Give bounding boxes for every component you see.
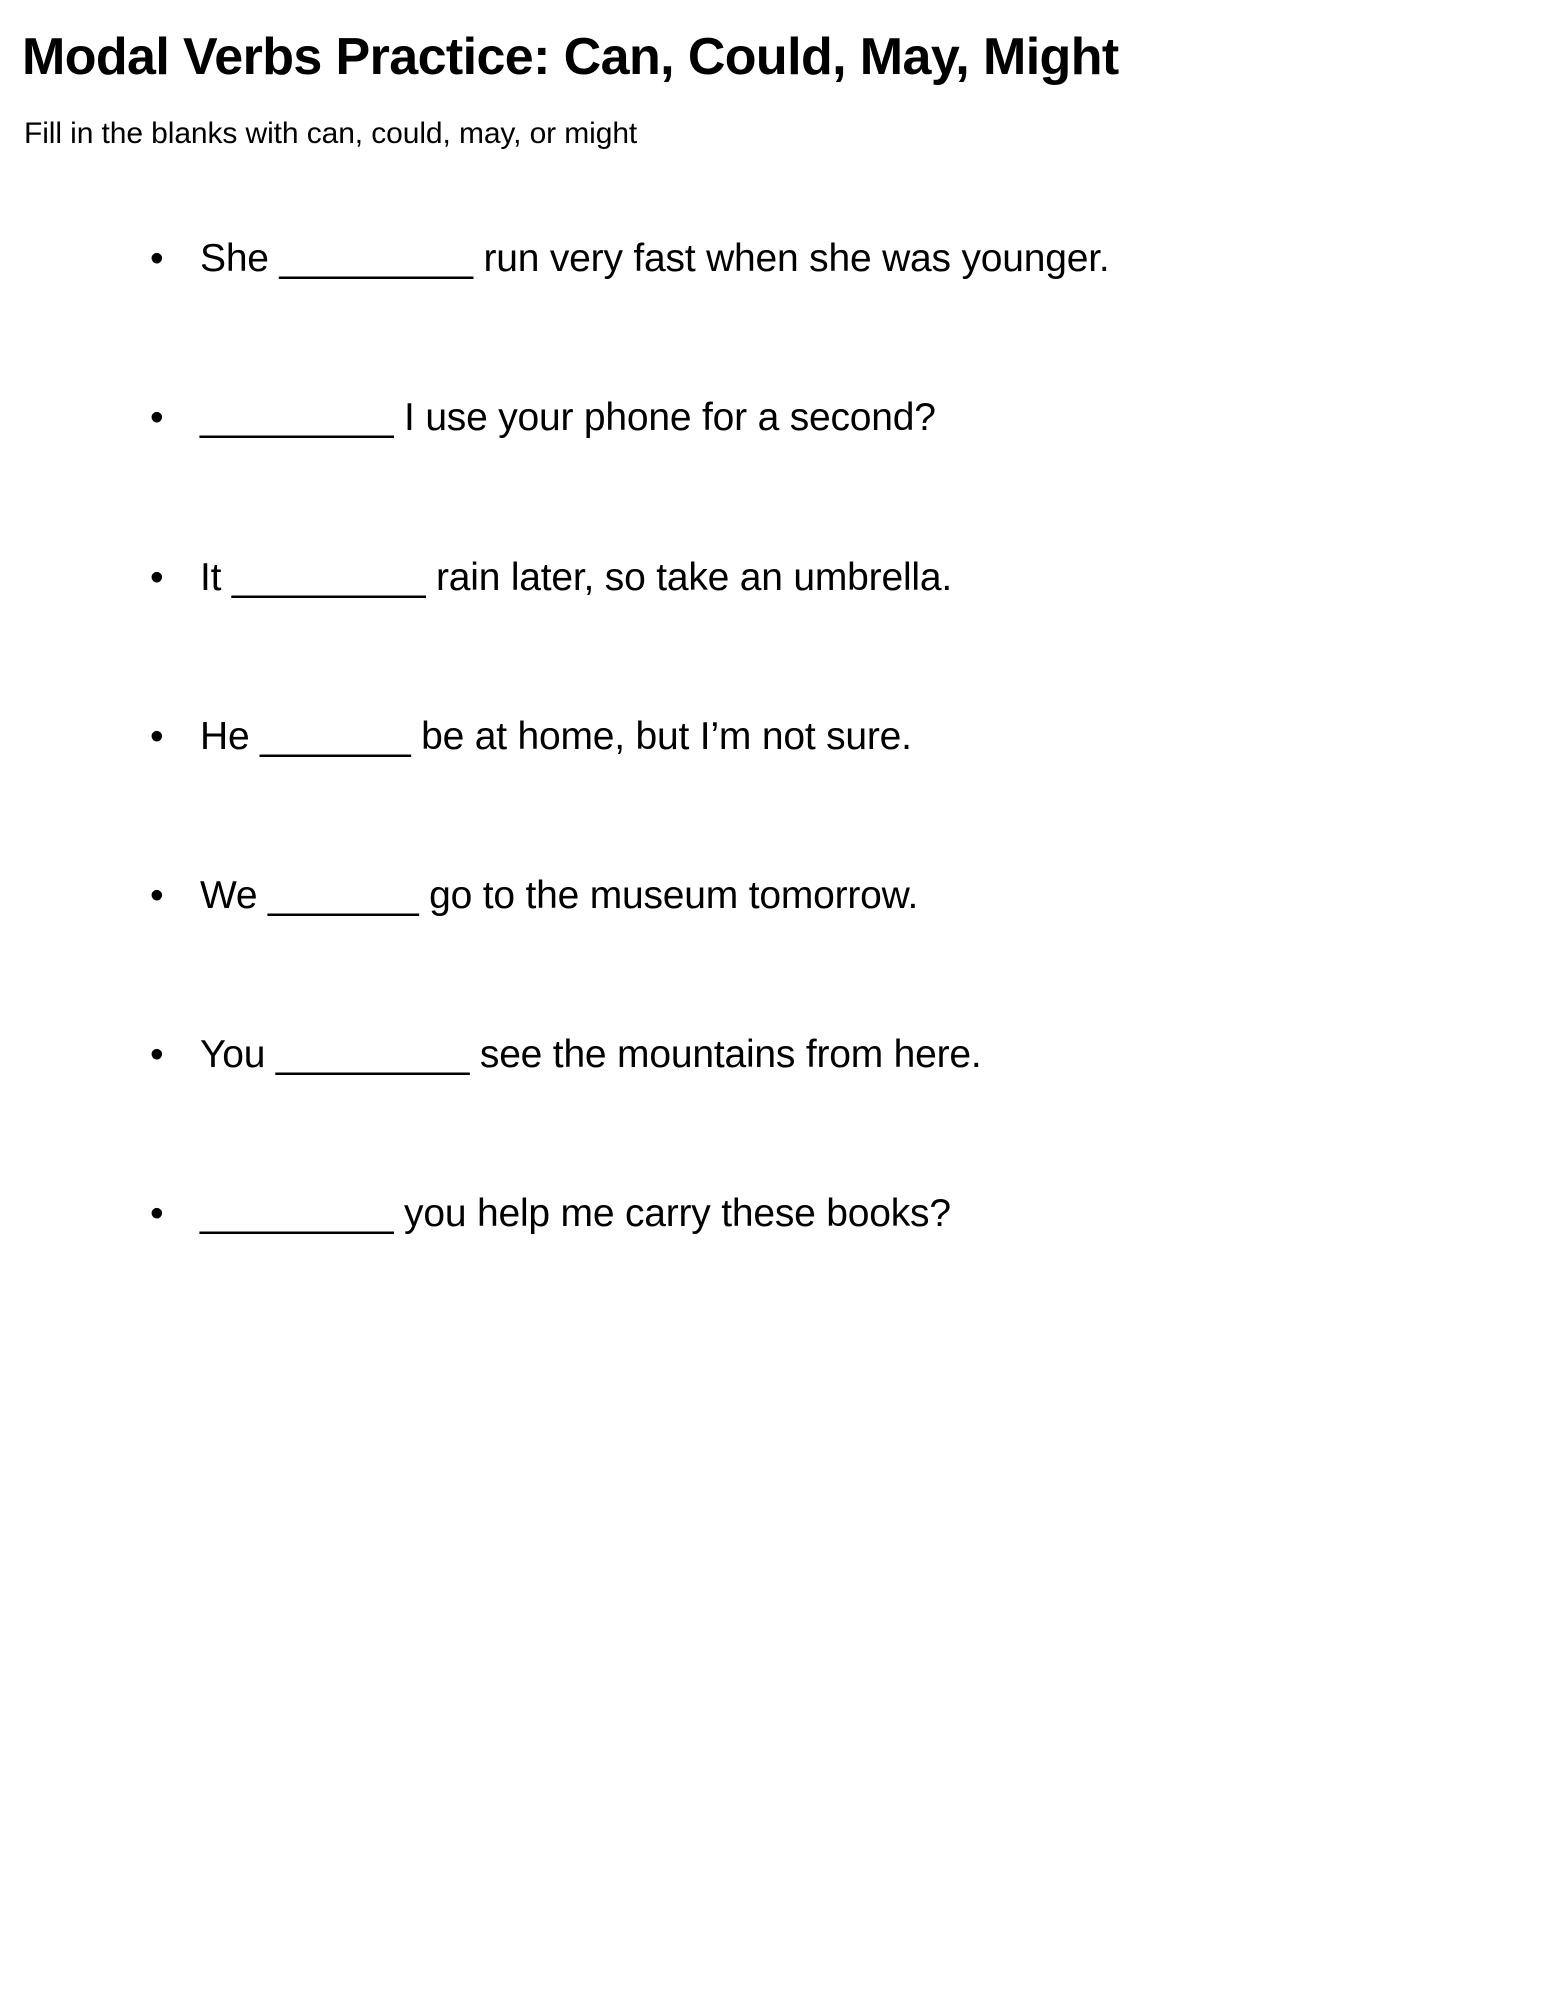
bullet-icon: • xyxy=(150,1033,164,1077)
question-text: We _______ go to the museum tomorrow. xyxy=(200,873,919,917)
question-text: He _______ be at home, but I’m not sure. xyxy=(200,714,912,758)
bullet-icon: • xyxy=(150,396,164,440)
list-item xyxy=(22,864,1501,927)
question-text: You _________ see the mountains from here. xyxy=(200,1033,982,1077)
list-item xyxy=(22,546,1501,609)
question-text: _________ I use your phone for a second? xyxy=(200,396,936,440)
list-item xyxy=(22,227,1501,290)
question-text: It _________ rain later, so take an umbrella. xyxy=(200,555,952,599)
bullet-icon: • xyxy=(150,714,164,758)
list-item xyxy=(22,386,1501,449)
list-item xyxy=(22,1182,1501,1245)
page-title: Modal Verbs Practice: Can, Could, May, Might xyxy=(22,28,1119,86)
instructions-text: Fill in the blanks with can, could, may, or might xyxy=(24,117,638,151)
question-text: _________ you help me carry these books? xyxy=(200,1192,951,1236)
list-item xyxy=(22,1023,1501,1086)
bullet-icon: • xyxy=(150,237,164,281)
list-item xyxy=(22,705,1501,768)
bullet-icon: • xyxy=(150,873,164,917)
question-list xyxy=(22,227,1501,1245)
bullet-icon: • xyxy=(150,1192,164,1236)
bullet-icon: • xyxy=(150,555,164,599)
question-text: She _________ run very fast when she was younger. xyxy=(200,237,1110,281)
